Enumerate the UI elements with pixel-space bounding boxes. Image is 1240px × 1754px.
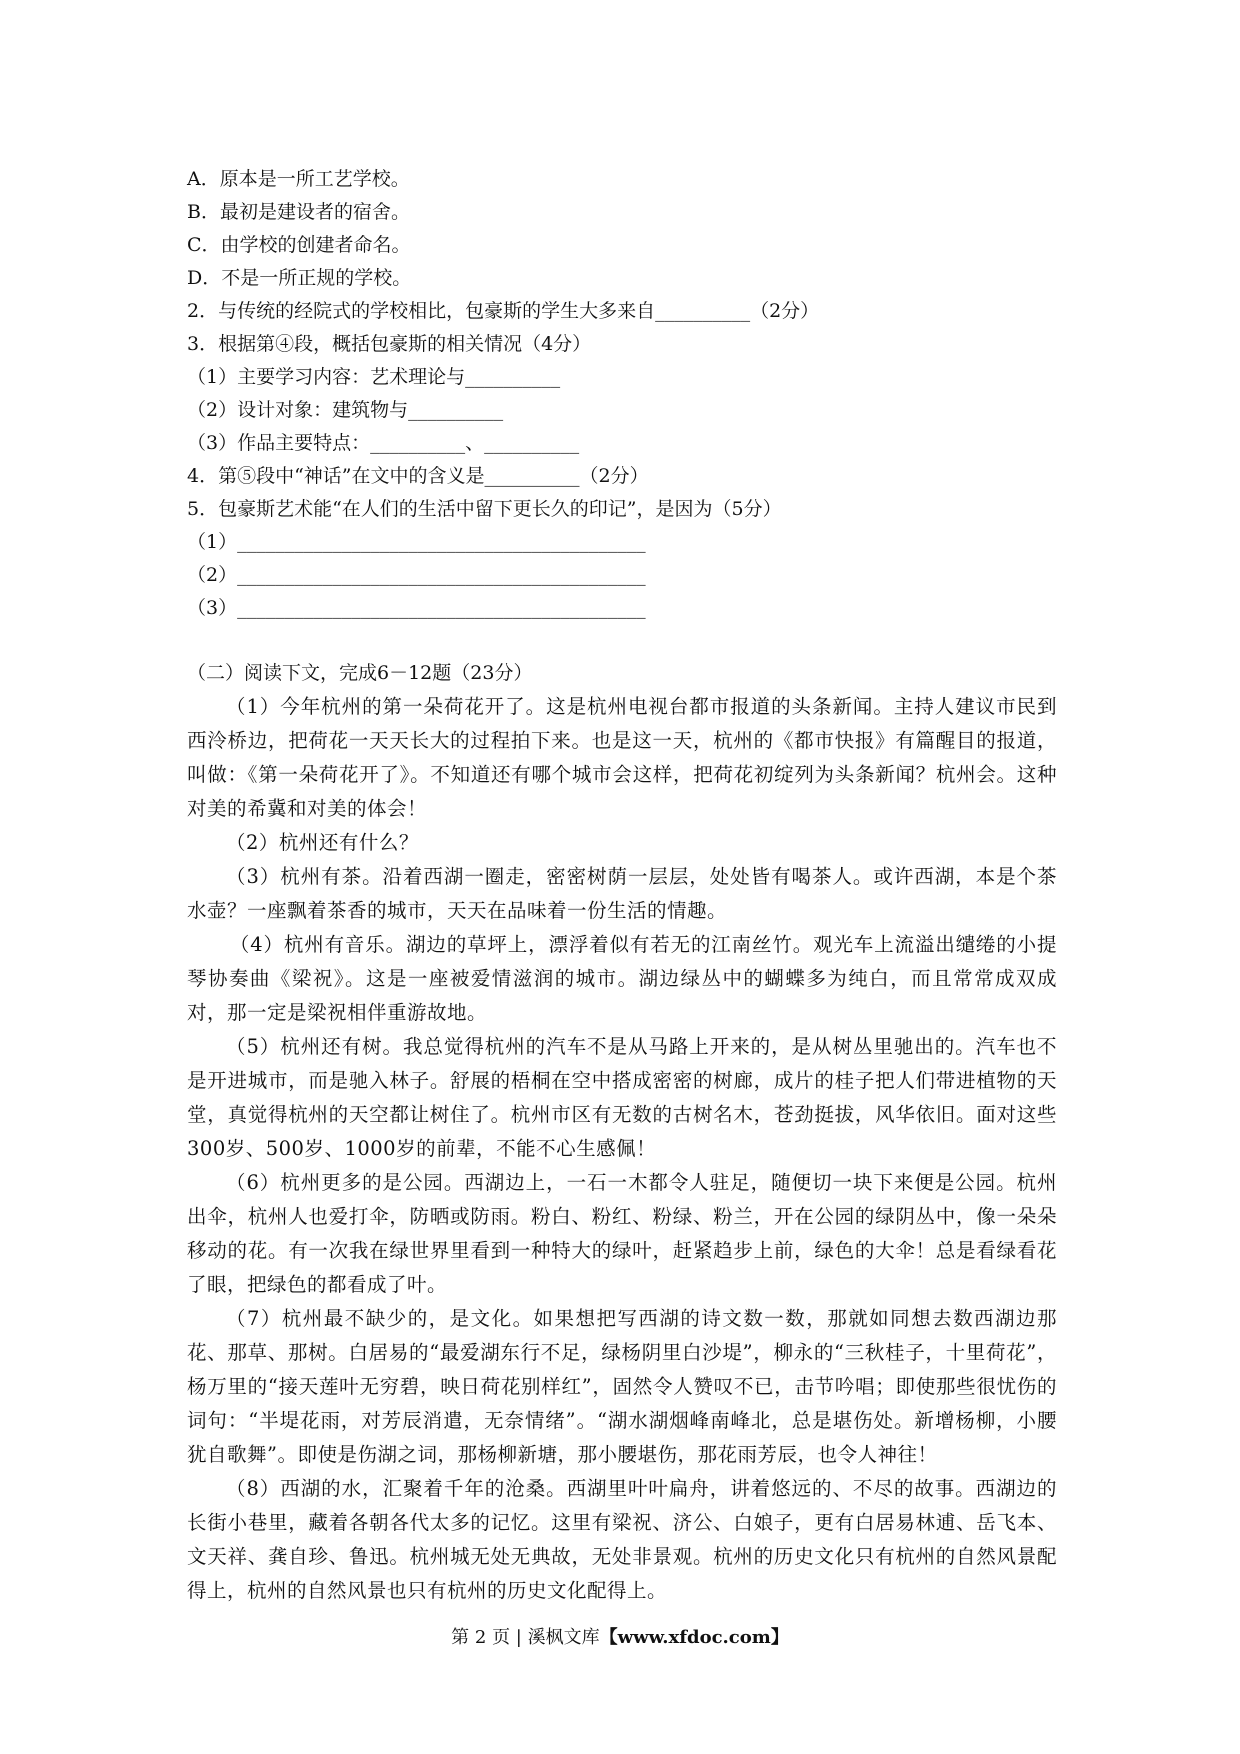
paragraph-1: （1）今年杭州的第一朵荷花开了。这是杭州电视台都市报道的头条新闻。主持人建议市民到西泠桥边，把荷花一天天长大的过程拍下来。也是这一天，杭州的《都市快报》有篇醒目的报道，叫做：《第一朵荷花开了》。不知道还有哪个城市会这样，把荷花初绽列为头条新闻？杭州会。这种对美的希冀和对美的体会！ (187, 695, 1057, 820)
question-4: 4．第⑤段中“神话”在文中的含义是__________（2分） (187, 465, 649, 487)
paragraph-2: （2）杭州还有什么？ (226, 831, 419, 854)
page-footer (0, 1625, 1240, 1651)
question-5-item-1: （1）___________________________________________ (187, 531, 646, 553)
paragraph-8: （8）西湖的水，汇聚着千年的沧桑。西湖里叶叶扁舟，讲着悠远的、不尽的故事。西湖边的长街小巷里，藏着各朝各代太多的记忆。这里有梁祝、济公、白娘子，更有白居易林逋、岳飞本、文天祥、龚自珍、鲁迅。杭州城无处无典故，无处非景观。杭州的历史文化只有杭州的自然风景配得上，杭州的自然风景也只有杭州的历史文化配得上。 (187, 1477, 1057, 1602)
question-3-item-2: （2）设计对象：建筑物与__________ (187, 399, 504, 421)
paragraph-4: （4）杭州有音乐。湖边的草坪上，漂浮着似有若无的江南丝竹。观光车上流溢出缱绻的小提琴协奏曲《梁祝》。这是一座被爱情滋润的城市。湖边绿丛中的蝴蝶多为纯白，而且常常成双成对，那一定是梁祝相伴重游故地。 (187, 933, 1057, 1024)
option-b: B．最初是建设者的宿舍。 (187, 201, 410, 223)
question-3-item-3: （3）作品主要特点：__________、__________ (187, 432, 580, 454)
question-5: 5．包豪斯艺术能“在人们的生活中留下更长久的印记”，是因为（5分） (187, 498, 782, 520)
section-2-title: （二）阅读下文，完成6－12题（23分） (187, 662, 533, 684)
question-5-item-3: （3）___________________________________________ (187, 597, 646, 619)
option-c: C．由学校的创建者命名。 (187, 234, 411, 256)
paragraph-5: （5）杭州还有树。我总觉得杭州的汽车不是从马路上开来的，是从树丛里驰出的。汽车也不是开进城市，而是驰入林子。舒展的梧桐在空中搭成密密的树廊，成片的桂子把人们带进植物的天堂，真觉得杭州的天空都让树住了。杭州市区有无数的古树名木，苍劲挺拔，风华依旧。面对这些300岁、500岁、1000岁的前辈，不能不心生感佩！ (187, 1035, 1057, 1160)
paragraph-3: （3）杭州有茶。沿着西湖一圈走，密密树荫一层层，处处皆有喝茶人。或许西湖，本是个茶水壶？一座飘着茶香的城市，天天在品味着一份生活的情趣。 (187, 865, 1057, 922)
footer-site-link[interactable]: 【www.xfdoc.com】 (599, 1627, 789, 1648)
question-2: 2．与传统的经院式的学校相比，包豪斯的学生大多来自__________（2分） (187, 300, 820, 322)
page-content (187, 163, 1057, 1608)
question-3: 3．根据第④段，概括包豪斯的相关情况（4分） (187, 333, 592, 355)
footer-page-label: 第 2 页 | 溪枫文库 (451, 1627, 600, 1648)
paragraph-6: （6）杭州更多的是公园。西湖边上，一石一木都令人驻足，随便切一块下来便是公园。杭州出伞，杭州人也爱打伞，防晒或防雨。粉白、粉红、粉绿、粉兰，开在公园的绿阴丛中，像一朵朵移动的花。有一次我在绿世界里看到一种特大的绿叶，赶紧趋步上前，绿色的大伞！总是看绿看花了眼，把绿色的都看成了叶。 (187, 1171, 1057, 1296)
option-a: A．原本是一所工艺学校。 (187, 168, 410, 190)
paragraph-7: （7）杭州最不缺少的，是文化。如果想把写西湖的诗文数一数，那就如同想去数西湖边那花、那草、那树。白居易的“最爱湖东行不足，绿杨阴里白沙堤”，柳永的“三秋桂子，十里荷花”，杨万里的“接天莲叶无穷碧，映日荷花别样红”，固然令人赞叹不已，击节吟唱；即使那些很忧伤的词句：“半堤花雨，对芳辰消遣，无奈情绪”。“湖水湖烟峰南峰北，总是堪伤处。新增杨柳，小腰犹自歌舞”。即使是伤湖之词，那杨柳新塘，那小腰堪伤，那花雨芳辰，也令人神往！ (187, 1307, 1057, 1466)
question-3-item-1: （1）主要学习内容：艺术理论与__________ (187, 366, 561, 388)
option-d: D．不是一所正规的学校。 (187, 267, 412, 289)
question-5-item-2: （2）___________________________________________ (187, 564, 646, 586)
